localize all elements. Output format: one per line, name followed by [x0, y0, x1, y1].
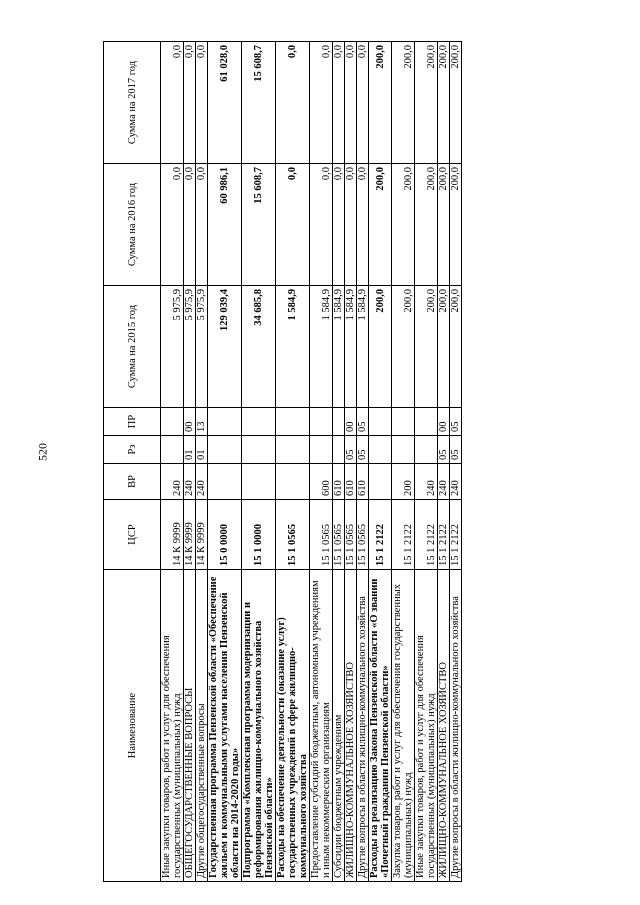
row-sum-2017: 0,0 — [161, 42, 184, 164]
row-pr: 05 — [450, 408, 462, 436]
row-vr: 240 — [161, 464, 184, 500]
table-row — [196, 42, 208, 882]
row-sum-2017: 0,0 — [310, 42, 333, 164]
row-csr: 15 1 2122 — [438, 500, 450, 570]
rotated-table-container — [103, 42, 639, 882]
row-csr: 15 1 2122 — [415, 500, 438, 570]
row-csr: 14 К 9999 — [161, 500, 184, 570]
table-row — [357, 42, 369, 882]
row-rz — [333, 436, 345, 464]
row-sum-2016: 200,0 — [369, 164, 392, 286]
row-pr: 05 — [357, 408, 369, 436]
row-pr: 00 — [438, 408, 450, 436]
row-sum-2017: 0,0 — [357, 42, 369, 164]
row-vr: 610 — [333, 464, 345, 500]
row-sum-2016: 200,0 — [415, 164, 438, 286]
row-name: ЖИЛИЩНО-КОММУНАЛЬНОЕ ХОЗЯЙСТВО — [345, 570, 357, 882]
table-row — [345, 42, 357, 882]
row-name: Другие вопросы в области жилищно-коммунального хозяйства — [450, 570, 462, 882]
row-sum-2015: 1 584,9 — [357, 286, 369, 408]
row-rz — [310, 436, 333, 464]
row-sum-2015: 1 584,9 — [345, 286, 357, 408]
row-pr: 00 — [184, 408, 196, 436]
header-name: Наименование — [104, 570, 161, 882]
table-row — [392, 42, 415, 882]
row-sum-2016: 0,0 — [276, 164, 310, 286]
row-pr — [415, 408, 438, 436]
row-name: Другие общегосударственные вопросы — [196, 570, 208, 882]
row-sum-2015: 5 975,9 — [161, 286, 184, 408]
row-rz — [276, 436, 310, 464]
row-csr: 15 1 2122 — [450, 500, 462, 570]
row-rz — [415, 436, 438, 464]
header-pr: ПР — [104, 408, 161, 436]
row-sum-2016: 0,0 — [184, 164, 196, 286]
header-row — [104, 42, 161, 882]
row-vr: 240 — [438, 464, 450, 500]
row-sum-2016: 15 608,7 — [242, 164, 276, 286]
row-sum-2015: 200,0 — [438, 286, 450, 408]
row-name: Подпрограмма «Комплексная программа модернизации и реформирования жилищно-коммунального хозяйства Пензенской области» — [242, 570, 276, 882]
row-sum-2017: 200,0 — [415, 42, 438, 164]
row-name: Другие вопросы в области жилищно-коммунального хозяйства — [357, 570, 369, 882]
row-sum-2015: 5 975,9 — [184, 286, 196, 408]
header-sum-2017: Сумма на 2017 год — [104, 42, 161, 164]
row-name: Иные закупки товаров, работ и услуг для обеспечения государственных (муниципальных) нужд — [415, 570, 438, 882]
budget-table — [103, 41, 462, 882]
row-csr: 14 К 9999 — [196, 500, 208, 570]
row-sum-2016: 200,0 — [392, 164, 415, 286]
row-csr: 15 1 2122 — [369, 500, 392, 570]
row-sum-2017: 15 608,7 — [242, 42, 276, 164]
row-sum-2015: 34 685,8 — [242, 286, 276, 408]
row-csr: 15 1 0565 — [357, 500, 369, 570]
row-sum-2015: 200,0 — [392, 286, 415, 408]
row-pr — [333, 408, 345, 436]
row-rz: 05 — [345, 436, 357, 464]
row-name: Расходы на обеспечение деятельности (оказание услуг) государственных учреждений в сфере жилищно-коммунального хозяйства — [276, 570, 310, 882]
table-row — [333, 42, 345, 882]
row-sum-2017: 200,0 — [369, 42, 392, 164]
row-rz — [392, 436, 415, 464]
row-csr: 14 К 9999 — [184, 500, 196, 570]
row-sum-2015: 200,0 — [415, 286, 438, 408]
row-sum-2016: 0,0 — [310, 164, 333, 286]
page-number: 520 — [35, 443, 50, 461]
row-vr: 200 — [392, 464, 415, 500]
row-name: Иные закупки товаров, работ и услуг для обеспечения государственных (муниципальных) нужд — [161, 570, 184, 882]
row-vr: 240 — [450, 464, 462, 500]
row-sum-2016: 200,0 — [438, 164, 450, 286]
header-sum-2015: Сумма на 2015 год — [104, 286, 161, 408]
row-rz: 01 — [184, 436, 196, 464]
row-sum-2017: 0,0 — [276, 42, 310, 164]
row-csr: 15 1 0565 — [345, 500, 357, 570]
row-csr: 15 1 2122 — [392, 500, 415, 570]
row-vr: 240 — [184, 464, 196, 500]
row-pr — [392, 408, 415, 436]
row-sum-2015: 1 584,9 — [310, 286, 333, 408]
row-pr — [242, 408, 276, 436]
row-sum-2017: 0,0 — [196, 42, 208, 164]
row-sum-2017: 200,0 — [450, 42, 462, 164]
row-vr — [242, 464, 276, 500]
row-pr — [208, 408, 242, 436]
row-sum-2016: 0,0 — [196, 164, 208, 286]
row-sum-2015: 200,0 — [450, 286, 462, 408]
row-name: Субсидии бюджетным учреждениям — [333, 570, 345, 882]
row-name: ОБЩЕГОСУДАРСТВЕННЫЕ ВОПРОСЫ — [184, 570, 196, 882]
header-sum-2016: Сумма на 2016 год — [104, 164, 161, 286]
table-row — [450, 42, 462, 882]
row-sum-2015: 1 584,9 — [333, 286, 345, 408]
table-row — [415, 42, 438, 882]
row-vr: 610 — [357, 464, 369, 500]
row-vr: 610 — [345, 464, 357, 500]
table-row — [276, 42, 310, 882]
row-sum-2017: 200,0 — [392, 42, 415, 164]
row-sum-2017: 61 028,0 — [208, 42, 242, 164]
row-pr: 00 — [345, 408, 357, 436]
row-rz: 01 — [196, 436, 208, 464]
row-pr — [369, 408, 392, 436]
row-sum-2016: 200,0 — [450, 164, 462, 286]
row-sum-2016: 60 986,1 — [208, 164, 242, 286]
row-csr: 15 1 0565 — [333, 500, 345, 570]
row-rz: 05 — [357, 436, 369, 464]
row-rz — [242, 436, 276, 464]
row-sum-2015: 5 975,9 — [196, 286, 208, 408]
row-sum-2017: 0,0 — [345, 42, 357, 164]
row-pr — [310, 408, 333, 436]
header-vr: ВР — [104, 464, 161, 500]
row-vr: 600 — [310, 464, 333, 500]
row-vr: 240 — [196, 464, 208, 500]
row-sum-2015: 129 039,4 — [208, 286, 242, 408]
table-row — [310, 42, 333, 882]
row-csr: 15 1 0565 — [276, 500, 310, 570]
row-sum-2015: 1 584,9 — [276, 286, 310, 408]
row-rz — [369, 436, 392, 464]
table-row — [369, 42, 392, 882]
table-row — [242, 42, 276, 882]
row-csr: 15 0 0000 — [208, 500, 242, 570]
row-sum-2016: 0,0 — [345, 164, 357, 286]
row-rz — [161, 436, 184, 464]
table-row — [161, 42, 184, 882]
row-sum-2016: 0,0 — [333, 164, 345, 286]
row-name: Закупка товаров, работ и услуг для обеспечения государственных (муниципальных) нужд — [392, 570, 415, 882]
row-sum-2016: 0,0 — [357, 164, 369, 286]
row-sum-2017: 200,0 — [438, 42, 450, 164]
row-name: Расходы на реализацию Закона Пензенской области «О звании «Почетный гражданин Пензенской области» — [369, 570, 392, 882]
table-row — [208, 42, 242, 882]
header-rz: Рз — [104, 436, 161, 464]
row-sum-2016: 0,0 — [161, 164, 184, 286]
row-vr — [369, 464, 392, 500]
row-rz — [208, 436, 242, 464]
row-csr: 15 1 0000 — [242, 500, 276, 570]
row-csr: 15 1 0565 — [310, 500, 333, 570]
row-name: Предоставление субсидий бюджетным, автономным учреждениям и иным некоммерческим организациям — [310, 570, 333, 882]
row-vr — [208, 464, 242, 500]
row-vr — [276, 464, 310, 500]
row-name: ЖИЛИЩНО-КОММУНАЛЬНОЕ ХОЗЯЙСТВО — [438, 570, 450, 882]
row-pr: 13 — [196, 408, 208, 436]
row-rz: 05 — [438, 436, 450, 464]
row-pr — [276, 408, 310, 436]
row-sum-2017: 0,0 — [333, 42, 345, 164]
table-row — [184, 42, 196, 882]
header-csr: ЦСР — [104, 500, 161, 570]
row-sum-2015: 200,0 — [369, 286, 392, 408]
table-row — [438, 42, 450, 882]
row-pr — [161, 408, 184, 436]
row-sum-2017: 0,0 — [184, 42, 196, 164]
row-rz: 05 — [450, 436, 462, 464]
row-vr: 240 — [415, 464, 438, 500]
row-name: Государственная программа Пензенской области «Обеспечение жильем и коммунальными услугами населения Пензенской области на 2014-2020 годы» — [208, 570, 242, 882]
